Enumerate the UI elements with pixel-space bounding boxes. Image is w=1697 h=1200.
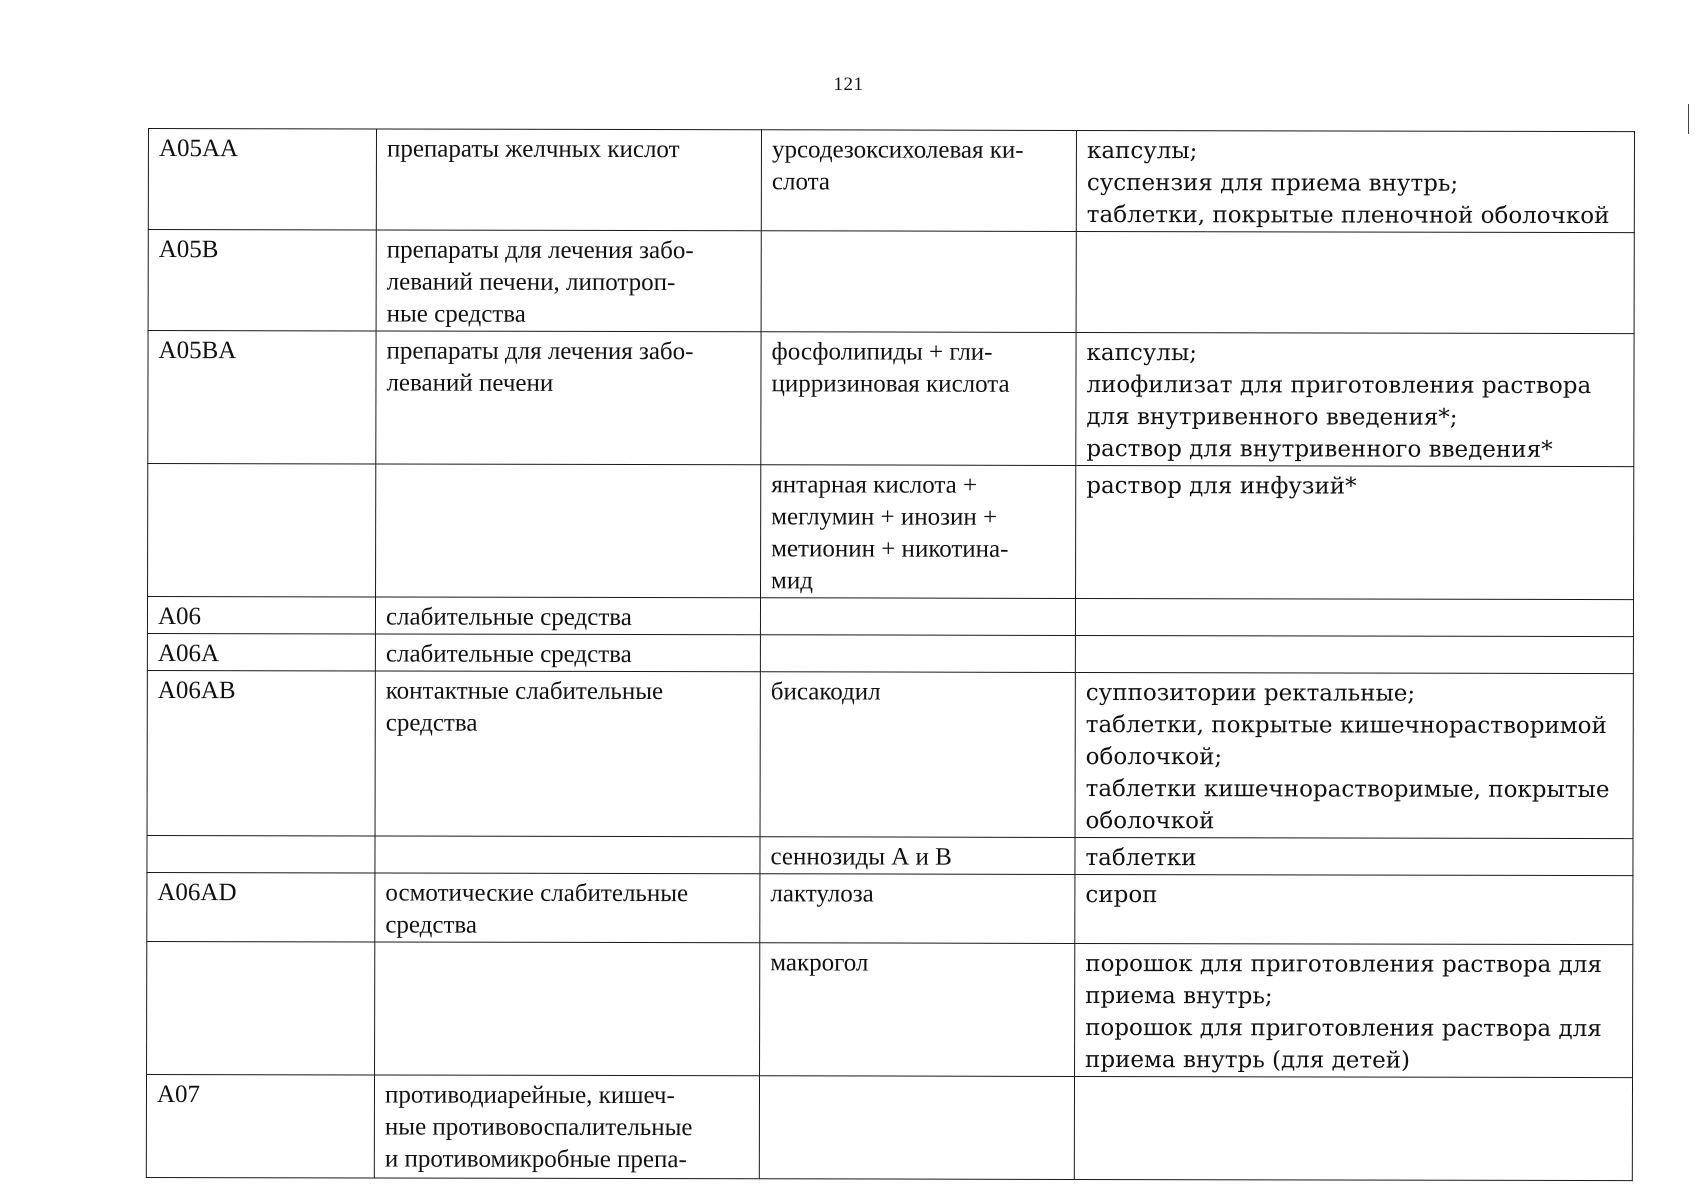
dosage-forms-line: приема внутрь;	[1085, 982, 1273, 1010]
pharmacological-group-cell	[375, 634, 760, 672]
pharmacological-group-line: леваний печени, липотроп-	[386, 268, 676, 297]
table-row	[147, 941, 1633, 1077]
active-substance-cell	[761, 465, 1076, 599]
active-substance-line: мид	[771, 567, 814, 595]
atc-code-cell	[148, 331, 376, 464]
dosage-forms-cell	[1076, 332, 1634, 466]
atc-code-cell	[146, 1074, 374, 1177]
pharmacological-group-line: контактные слабительные	[385, 677, 664, 706]
active-substance-line: цирризиновая кислота	[771, 370, 1010, 398]
active-substance-cell	[761, 231, 1076, 333]
atc-code-cell	[148, 230, 376, 331]
dosage-forms-cell	[1076, 465, 1634, 599]
dosage-forms-line: таблетки, покрытые пленочной оболочкой	[1086, 201, 1610, 230]
atc-code-cell	[147, 872, 375, 941]
active-substance-cell	[760, 837, 1075, 875]
dosage-forms-cell	[1076, 231, 1634, 333]
pharmacological-group-line: препараты для лечения забо-	[386, 337, 694, 366]
active-substance-line: метионин + никотина-	[771, 535, 1009, 563]
active-substance-line: сеннозиды А и В	[770, 843, 952, 871]
active-substance-cell	[760, 943, 1075, 1077]
dosage-forms-line: оболочкой	[1085, 807, 1215, 835]
dosage-forms-cell	[1076, 130, 1634, 232]
dosage-forms-cell	[1075, 874, 1633, 944]
active-substance-line: фосфолипиды + гли-	[771, 338, 993, 366]
pharmacological-group-line: средства	[385, 911, 478, 939]
dosage-forms-line: капсулы;	[1086, 339, 1198, 367]
active-substance-line: лактулоза	[770, 880, 874, 908]
pharmacological-group-cell	[375, 873, 760, 943]
pharmacological-group-line: осмотические слабительные	[385, 879, 689, 908]
dosage-forms-line: раствор для внутривенного введения*	[1086, 435, 1553, 463]
atc-code: A07	[156, 1081, 201, 1109]
drug-table-container	[146, 128, 1634, 1181]
table-row	[146, 1074, 1632, 1180]
active-substance-cell	[760, 635, 1075, 673]
dosage-forms-line: порошок для приготовления раствора для	[1085, 950, 1602, 979]
pharmacological-group-cell	[375, 942, 760, 1076]
drug-classification-table	[146, 128, 1635, 1181]
dosage-forms-line: раствор для инфузий*	[1086, 472, 1357, 500]
atc-code-cell	[148, 464, 376, 597]
atc-code: A05AA	[158, 135, 239, 163]
pharmacological-group-line: ные средства	[386, 300, 526, 328]
atc-code-cell	[147, 835, 375, 872]
table-row	[147, 670, 1633, 838]
atc-code-cell	[147, 941, 375, 1074]
active-substance-line: макрогол	[770, 949, 869, 977]
dosage-forms-cell	[1075, 598, 1633, 636]
pharmacological-group-cell	[376, 464, 761, 598]
dosage-forms-cell	[1075, 672, 1633, 838]
atc-code: A05BA	[158, 337, 237, 365]
pharmacological-group-line: и противомикробные препа-	[384, 1145, 687, 1174]
atc-code: A06AB	[157, 677, 236, 705]
scan-edge-mark	[1688, 104, 1695, 134]
pharmacological-group-cell	[375, 597, 760, 635]
pharmacological-group-line: ные противовоспалительные	[384, 1113, 693, 1142]
table-row	[148, 331, 1634, 467]
pharmacological-group-cell	[376, 230, 761, 332]
dosage-forms-line: лиофилизат для приготовления раствора	[1086, 371, 1592, 400]
active-substance-line: бисакодил	[770, 678, 881, 706]
table-row	[148, 129, 1634, 233]
atc-code-cell	[147, 597, 375, 634]
dosage-forms-line: оболочкой;	[1085, 743, 1223, 771]
atc-code-cell	[147, 633, 375, 670]
atc-code: A05B	[158, 236, 219, 264]
dosage-forms-cell	[1075, 837, 1633, 875]
table-row	[147, 597, 1633, 637]
table-row	[148, 230, 1634, 334]
pharmacological-group-line: препараты желчных кислот	[386, 135, 680, 164]
dosage-forms-line: для внутривенного введения*;	[1086, 403, 1458, 431]
table-row	[148, 464, 1634, 600]
dosage-forms-line: таблетки, покрытые кишечнорастворимой	[1085, 711, 1607, 740]
pharmacological-group-line: средства	[385, 709, 478, 737]
pharmacological-group-cell	[375, 836, 760, 874]
active-substance-cell	[760, 874, 1075, 944]
atc-code-cell	[147, 670, 375, 835]
active-substance-cell	[761, 332, 1076, 466]
table-row	[147, 872, 1633, 944]
dosage-forms-line: приема внутрь (для детей)	[1085, 1046, 1411, 1074]
dosage-forms-cell	[1075, 943, 1633, 1077]
pharmacological-group-cell	[376, 331, 761, 465]
active-substance-line: меглумин + инозин +	[771, 503, 998, 531]
pharmacological-group-line: слабительные средства	[385, 603, 632, 632]
active-substance-cell	[761, 130, 1076, 232]
dosage-forms-line: суппозитории ректальные;	[1085, 679, 1416, 707]
table-row	[147, 835, 1633, 875]
atc-code: A06A	[157, 640, 220, 668]
dosage-forms-line: порошок для приготовления раствора для	[1085, 1014, 1602, 1043]
atc-code-cell	[148, 129, 376, 230]
dosage-forms-line: сироп	[1085, 881, 1158, 909]
pharmacological-group-line: леваний печени	[386, 369, 554, 397]
dosage-forms-line: таблетки кишечнорастворимые, покрытые	[1085, 775, 1610, 804]
table-body	[146, 129, 1634, 1181]
pharmacological-group-cell	[375, 671, 760, 837]
pharmacological-group-cell	[374, 1075, 759, 1179]
dosage-forms-line: таблетки	[1085, 844, 1197, 872]
table-row	[147, 633, 1633, 673]
active-substance-line: янтарная кислота +	[771, 471, 978, 499]
atc-code: A06AD	[157, 879, 237, 907]
pharmacological-group-cell	[376, 129, 761, 231]
active-substance-cell	[760, 672, 1075, 838]
page-number: 121	[833, 74, 864, 95]
dosage-forms-line: суспензия для приема внутрь;	[1086, 169, 1459, 197]
active-substance-line: урсодезоксихолевая ки-	[771, 136, 1024, 164]
active-substance-line: слота	[771, 168, 830, 196]
pharmacological-group-line: противодиарейные, кишеч-	[384, 1081, 675, 1110]
dosage-forms-cell	[1075, 635, 1633, 673]
dosage-forms-line: капсулы;	[1086, 137, 1198, 165]
pharmacological-group-line: препараты для лечения забо-	[386, 236, 694, 265]
active-substance-cell	[760, 598, 1075, 636]
atc-code: A06	[157, 603, 202, 631]
pharmacological-group-line: слабительные средства	[385, 640, 632, 669]
active-substance-cell	[759, 1076, 1074, 1180]
dosage-forms-cell	[1074, 1076, 1632, 1180]
